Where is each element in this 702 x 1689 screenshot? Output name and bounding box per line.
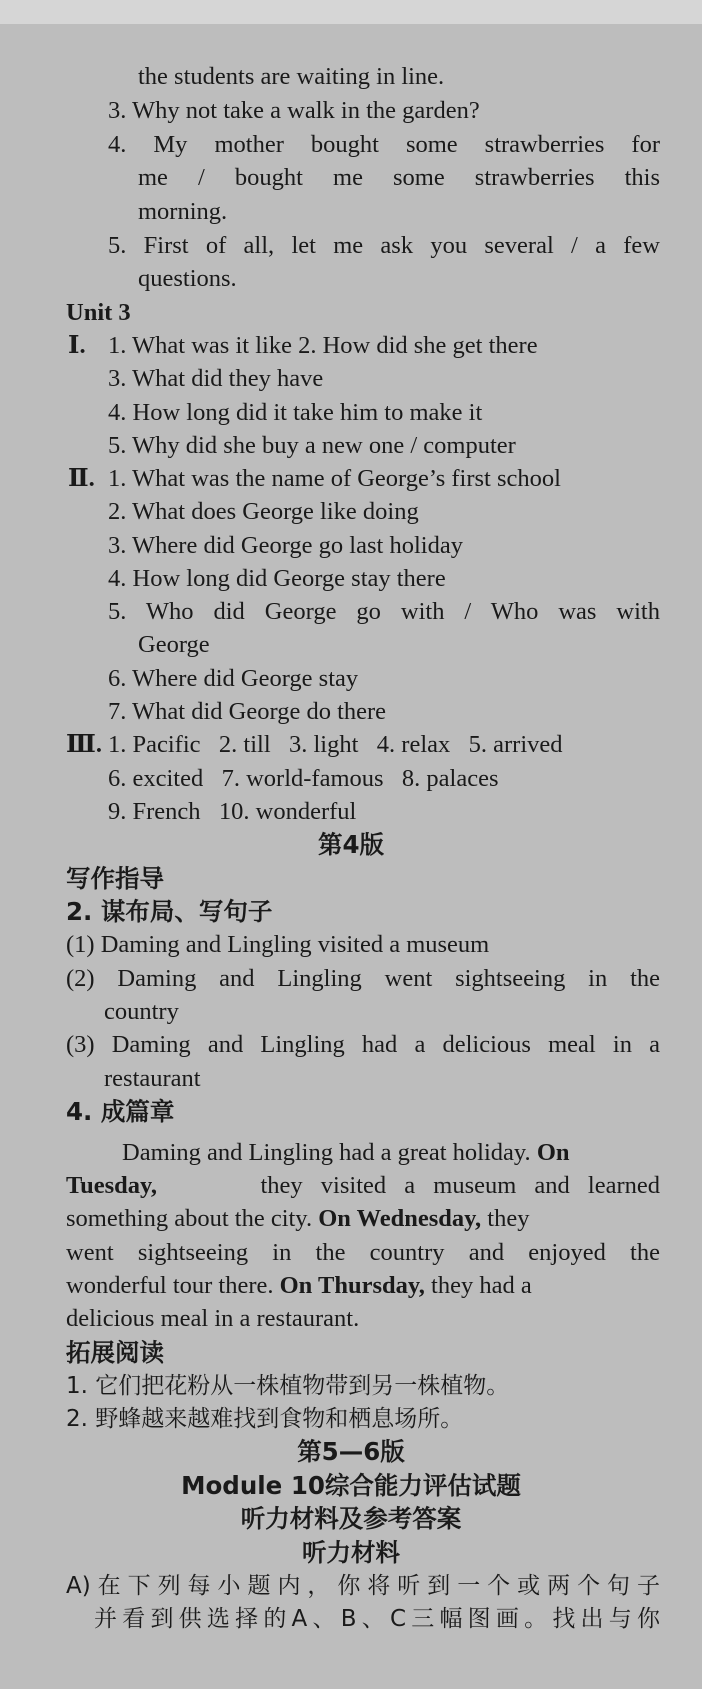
section-label: Ⅰ. [68,332,86,359]
page-heading: 第4版 [317,830,385,859]
list-item: 9. French 10. wonderful [108,798,357,825]
essay-line: wonderful tour there. On Thursday, they had a [66,1272,532,1299]
list-item: 1. What was it like 2. How did she get there [108,332,538,359]
text-line: George [138,631,210,658]
section-title: 听力材料 [302,1538,400,1567]
section-label: Ⅲ. [66,731,102,758]
list-item: 1. What was the name of George’s first school [108,465,561,492]
instruction-line: A)在下列每小题内，你将听到一个或两个句子 [66,1573,660,1599]
text-line: morning. [138,198,228,225]
list-item: 2. What does George like doing [108,498,419,525]
section-label: Ⅱ. [68,465,95,492]
essay-line: Daming and Lingling had a great holiday. On [122,1139,570,1166]
text-line: me / bought me some strawberries this [138,164,660,191]
list-item: 3. What did they have [108,365,324,392]
text-line: country [104,998,179,1025]
list-item: (2) Daming and Lingling went sightseeing in the [66,965,660,992]
list-item: 5. Why did she buy a new one / computer [108,432,516,459]
page-heading: 第5—6版 [297,1437,405,1466]
list-item: 6. excited 7. world-famous 8. palaces [108,765,499,792]
list-item: 5. First of all, let me ask you several / a few [108,232,660,259]
list-item: (1) Daming and Lingling visited a museum [66,931,490,958]
section-title: 拓展阅读 [66,1338,164,1367]
section-title: 4. 成篇章 [66,1097,175,1126]
essay-line: delicious meal in a restaurant. [66,1305,360,1332]
essay-line: Tuesday, they visited a museum and learned [66,1172,660,1199]
instruction-line: 并看到供选择的A、B、C三幅图画。找出与你 [94,1606,660,1632]
list-item: 3. Why not take a walk in the garden? [108,97,480,124]
exam-subtitle: 听力材料及参考答案 [240,1504,462,1533]
list-item: 4. How long did George stay there [108,565,446,592]
list-item: 7. What did George do there [108,698,387,725]
list-item: 1. Pacific 2. till 3. light 4. relax 5. arrived [108,731,563,758]
list-item: 1. 它们把花粉从一株植物带到另一株植物。 [66,1373,510,1399]
section-title: 2. 谋布局、写句子 [66,897,273,926]
list-item: 3. Where did George go last holiday [108,532,463,559]
text-line: the students are waiting in line. [138,63,445,90]
text-line: questions. [138,265,237,292]
page-top-strip [0,0,702,24]
list-item: 4. How long did it take him to make it [108,399,483,426]
list-item: (3) Daming and Lingling had a delicious meal in a [66,1031,660,1058]
essay-line: went sightseeing in the country and enjoyed the [66,1239,660,1266]
list-item: 5. Who did George go with / Who was with [108,598,660,625]
list-item: 2. 野蜂越来越难找到食物和栖息场所。 [66,1406,464,1432]
text-line: restaurant [104,1065,201,1092]
list-item: 4. My mother bought some strawberries for [108,131,660,158]
section-title: 写作指导 [66,864,164,893]
list-item: 6. Where did George stay [108,665,359,692]
unit-title: Unit 3 [66,299,131,326]
essay-line: something about the city. On Wednesday, they [66,1205,530,1232]
exam-title: Module 10综合能力评估试题 [181,1471,521,1500]
